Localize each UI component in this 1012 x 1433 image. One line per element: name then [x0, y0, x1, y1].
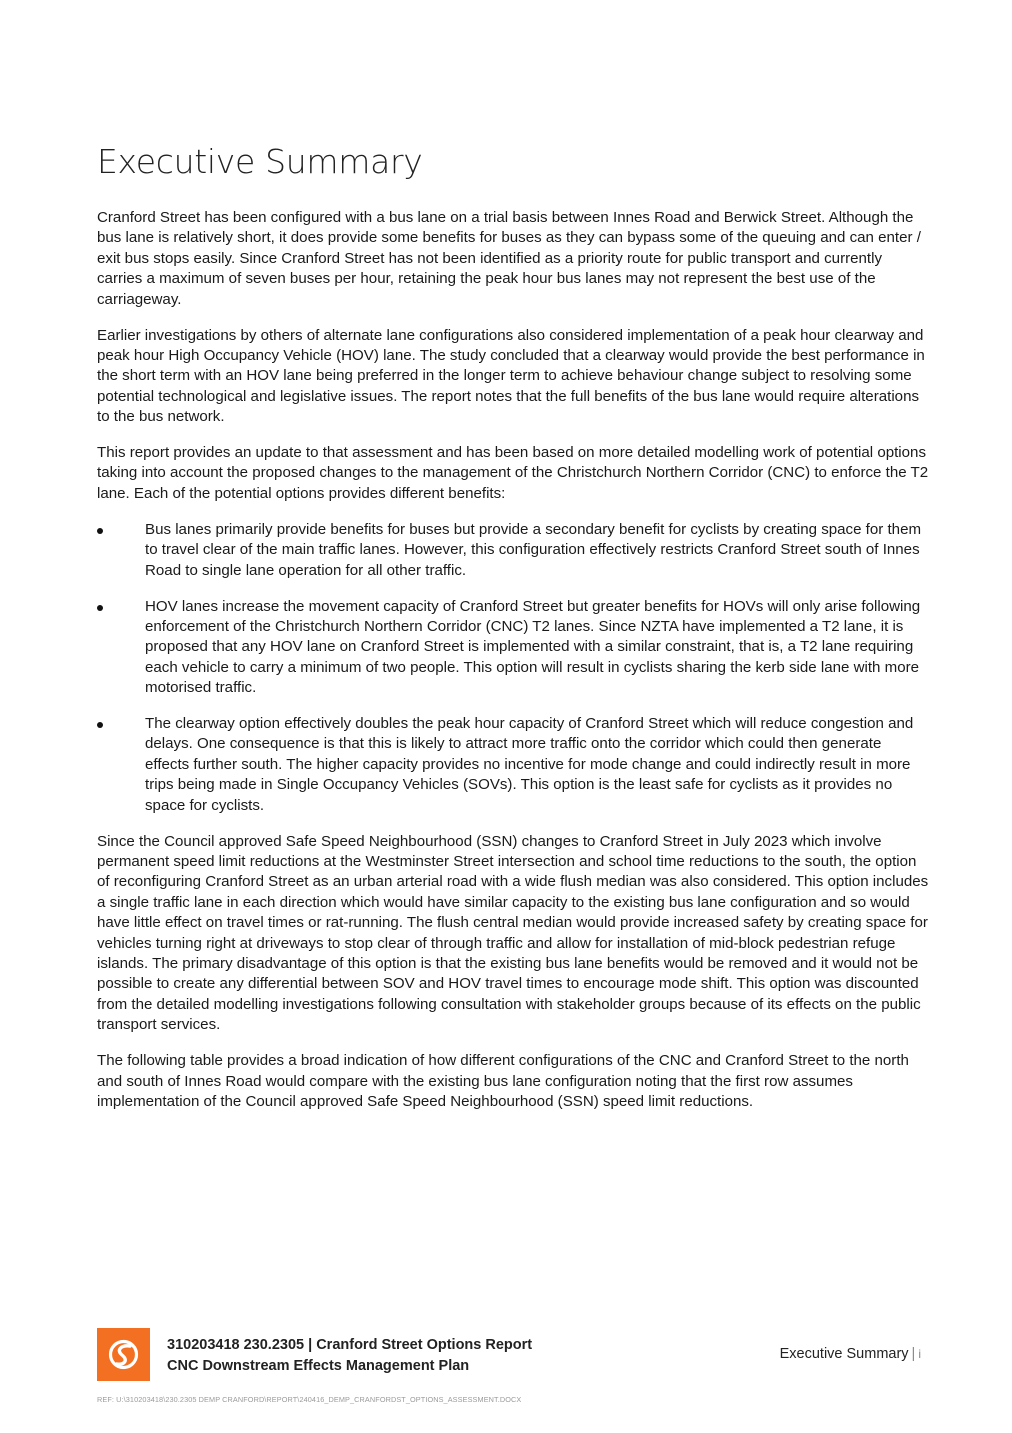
paragraph: Since the Council approved Safe Speed Neighbourhood (SSN) changes to Cranford Street in July 2023 which involve permanent speed limit reductions at the Westminster Street intersection and school time reductions to the south, the option of reconfiguring Cranford Street as an urban arterial road with a wide flush median was also considered. This option includes a single traffic lane in each direction which would have similar capacity to the existing bus lane configuration and so would have little effect on travel times or rat-running. The flush central median would provide increased safety by creating space for vehicles turning right at driveways to stop clear of through traffic and allow for installation of mid-block pedestrian refuge islands. The primary disadvantage of this option is that the existing bus lane benefits would be removed and it would not be possible to create any differential between SOV and HOV travel times to encourage mode shift. This option was discounted from the detailed modelling investigations following consultation with stakeholder groups because of its effects on the public transport services.: [97, 832, 929, 1034]
list-item: [97, 520, 929, 581]
bullet-icon: [97, 722, 103, 728]
footer-title-line: 310203418 230.2305 | Cranford Street Options Report: [167, 1337, 533, 1353]
footer-separator: |: [911, 1346, 916, 1362]
paragraph: This report provides an update to that assessment and has been based on more detailed modelling work of potential options taking into account the proposed changes to the management of the Christchurch Northern Corridor (CNC) to enforce the T2 lane. Each of the potential options provides different benefits:: [97, 444, 929, 502]
page-title: Executive Summary: [97, 142, 423, 181]
footer-subtitle-line: CNC Downstream Effects Management Plan: [167, 1357, 470, 1374]
list-item-text: The clearway option effectively doubles the peak hour capacity of Cranford Street which will reduce congestion and delays. One consequence is that this is likely to attract more traffic onto the corridor which could then generate effects further south. The higher capacity provides no incentive for mode change and could indirectly result in more trips being made in Single Occupancy Vehicles (SOVs). This option is the least safe for cyclists as it provides no space for cyclists.: [145, 715, 914, 814]
document-body: [97, 208, 929, 1128]
list-item: [97, 597, 929, 699]
paragraph: Earlier investigations by others of alternate lane configurations also considered implementation of a peak hour clearway and peak hour High Occupancy Vehicle (HOV) lane. The study concluded that a clearway would provide the best performance in the short term with an HOV lane being preferred in the longer term to achieve behaviour change subject to resolving some potential technological and legislative issues. The report notes that the full benefits of the bus lane would require alterations to the bus network.: [97, 326, 925, 426]
footer-section-label: [780, 1346, 921, 1362]
footer-section-name: Executive Summary: [779, 1346, 909, 1362]
options-list: [97, 520, 929, 816]
paragraph: The following table provides a broad indication of how different configurations of the CNC and Cranford Street to the north and south of Innes Road would compare with the existing bus lane configuration noting that the first row assumes implementation of the Council approved Safe Speed Neighbourhood (SSN) speed limit reductions.: [97, 1052, 909, 1110]
bullet-icon: [97, 605, 103, 611]
bullet-icon: [97, 528, 103, 534]
page-number: i: [918, 1347, 921, 1361]
file-reference: REF: U:\310203418\230.2305 DEMP CRANFORD\REPORT\240416_DEMP_CRANFORDST_OPTIONS_ASSESSMENT.DOCX: [97, 1395, 522, 1404]
list-item-text: HOV lanes increase the movement capacity of Cranford Street but greater benefits for HOVs will only arise following enforcement of the Christchurch Northern Corridor (CNC) T2 lanes. Since NZTA have implemented a T2 lane, it is proposed that any HOV lane on Cranford Street is implemented with a similar constraint, that is, a T2 lane requiring each vehicle to carry a minimum of two people. This option will result in cyclists sharing the kerb side lane with more motorised traffic.: [145, 597, 921, 697]
stantec-logo-icon: [97, 1328, 150, 1381]
paragraph: Cranford Street has been configured with a bus lane on a trial basis between Innes Road and Berwick Street. Although the bus lane is relatively short, it does provide some benefits for buses as they can bypass some of the queuing and can enter / exit bus stops easily. Since Cranford Street has not been identified as a priority route for public transport and currently carries a maximum of seven buses per hour, retaining the peak hour bus lanes may not represent the best use of the carriageway.: [97, 209, 921, 308]
list-item: [97, 714, 929, 816]
list-item-text: Bus lanes primarily provide benefits for buses but provide a secondary benefit for cyclists by creating space for them to travel clear of the main traffic lanes. However, this configuration effectively restricts Cranford Street south of Innes Road to single lane operation for all other traffic.: [145, 520, 922, 579]
footer-document-title: [167, 1335, 532, 1376]
